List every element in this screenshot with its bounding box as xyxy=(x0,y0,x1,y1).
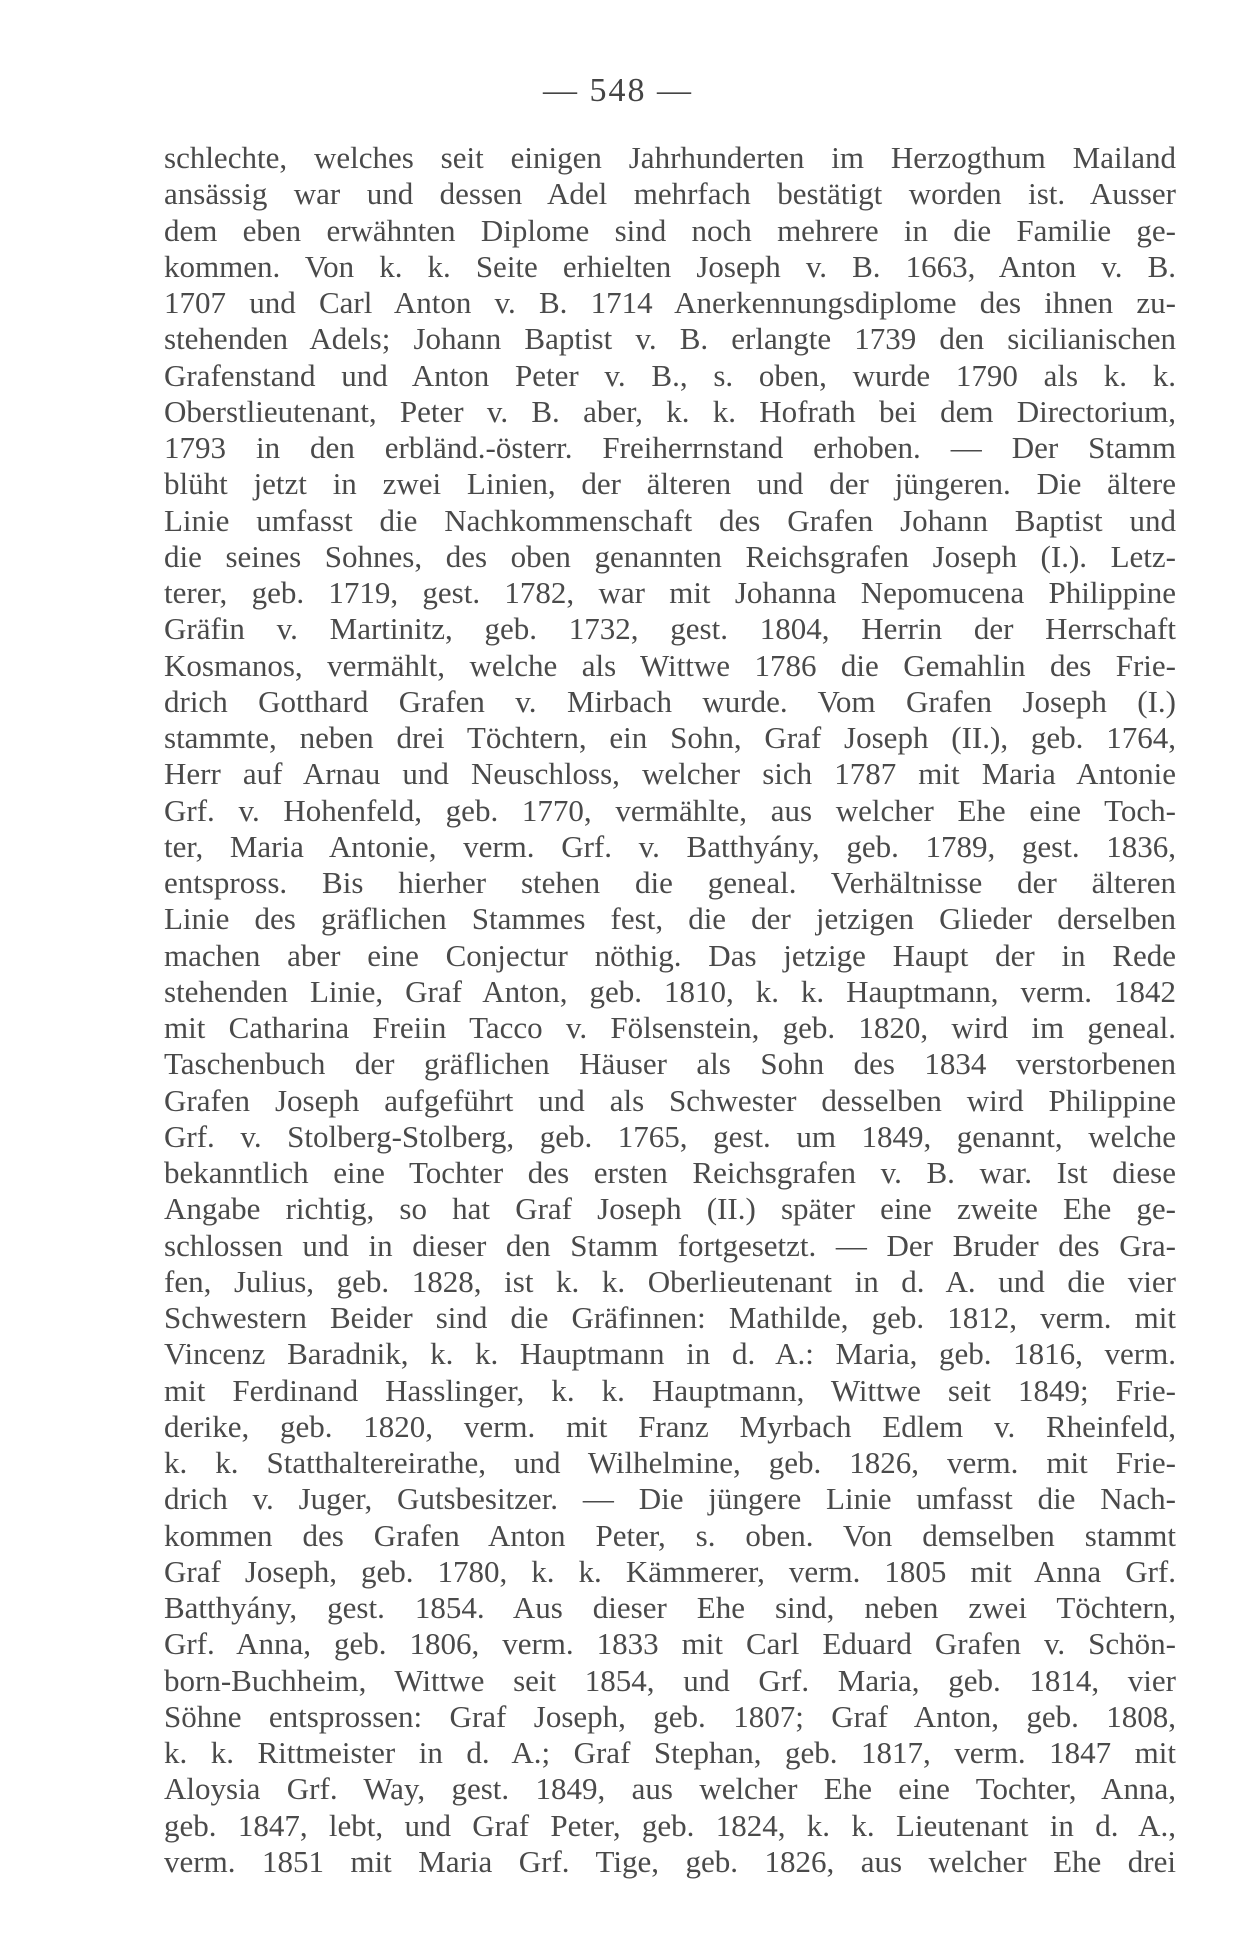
text-line: Grafen Joseph aufgeführt und als Schwester desselben wird Philippine xyxy=(164,1082,1176,1118)
text-line: stehenden Adels; Johann Baptist v. B. erlangte 1739 den sicilianischen xyxy=(164,321,1176,357)
text-line: drich Gotthard Grafen v. Mirbach wurde. Vom Grafen Joseph (I.) xyxy=(164,683,1176,719)
text-line: Grafenstand und Anton Peter v. B., s. oben, wurde 1790 als k. k. xyxy=(164,357,1176,393)
text-line: born-Buchheim, Wittwe seit 1854, und Grf. Maria, geb. 1814, vier xyxy=(164,1662,1176,1698)
text-line: schlossen und in dieser den Stamm fortgesetzt. — Der Bruder des Gra- xyxy=(164,1227,1176,1263)
text-line: Kosmanos, vermählt, welche als Wittwe 1786 die Gemahlin des Frie- xyxy=(164,647,1176,683)
text-line: Grf. Anna, geb. 1806, verm. 1833 mit Carl Eduard Grafen v. Schön- xyxy=(164,1626,1176,1662)
text-line: Schwestern Beider sind die Gräfinnen: Mathilde, geb. 1812, verm. mit xyxy=(164,1300,1176,1335)
text-line: k. k. Statthaltereirathe, und Wilhelmine, geb. 1826, verm. mit Frie- xyxy=(164,1445,1176,1480)
text-line: verm. 1851 mit Maria Grf. Tige, geb. 1826, aus welcher Ehe drei xyxy=(164,1843,1176,1879)
text-line: die seines Sohnes, des oben genannten Reichsgrafen Joseph (I.). Letz- xyxy=(164,538,1176,574)
text-line: kommen des Grafen Anton Peter, s. oben. Von demselben stammt xyxy=(164,1517,1176,1553)
text-line: Oberstlieutenant, Peter v. B. aber, k. k. Hofrath bei dem Directorium, xyxy=(164,393,1176,429)
text-line: 1793 in den erbländ.-österr. Freiherrnstand erhoben. — Der Stamm xyxy=(164,430,1176,465)
text-line: Gräfin v. Martinitz, geb. 1732, gest. 1804, Herrin der Herrschaft xyxy=(164,611,1176,647)
text-line: machen aber eine Conjectur nöthig. Das jetzige Haupt der in Rede xyxy=(164,937,1176,973)
text-line: geb. 1847, lebt, und Graf Peter, geb. 1824, k. k. Lieutenant in d. A., xyxy=(164,1807,1176,1843)
text-line: Linie umfasst die Nachkommenschaft des Grafen Johann Baptist und xyxy=(164,502,1176,538)
text-line: kommen. Von k. k. Seite erhielten Joseph v. B. 1663, Anton v. B. xyxy=(164,248,1176,284)
text-line: fen, Julius, geb. 1828, ist k. k. Oberlieutenant in d. A. und die vier xyxy=(164,1263,1176,1299)
body-text xyxy=(164,140,1176,1880)
text-line: Söhne entsprossen: Graf Joseph, geb. 1807; Graf Anton, geb. 1808, xyxy=(164,1698,1176,1734)
text-line: Herr auf Arnau und Neuschloss, welcher sich 1787 mit Maria Antonie xyxy=(164,756,1176,792)
text-line: bekanntlich eine Tochter des ersten Reichsgrafen v. B. war. Ist diese xyxy=(164,1155,1176,1190)
text-line: stammte, neben drei Töchtern, ein Sohn, Graf Joseph (II.), geb. 1764, xyxy=(164,720,1176,755)
text-line: derike, geb. 1820, verm. mit Franz Myrbach Edlem v. Rheinfeld, xyxy=(164,1408,1176,1444)
page-number: — 548 — xyxy=(543,72,693,109)
text-line: mit Catharina Freiin Tacco v. Fölsenstein, geb. 1820, wird im geneal. xyxy=(164,1010,1176,1045)
text-line: Linie des gräflichen Stammes fest, die der jetzigen Glieder derselben xyxy=(164,901,1176,937)
text-line: 1707 und Carl Anton v. B. 1714 Anerkennungsdiplome des ihnen zu- xyxy=(164,285,1176,320)
text-line: Aloysia Grf. Way, gest. 1849, aus welcher Ehe eine Tochter, Anna, xyxy=(164,1771,1176,1807)
text-line: Grf. v. Stolberg-Stolberg, geb. 1765, gest. um 1849, genannt, welche xyxy=(164,1118,1176,1154)
text-line: ter, Maria Antonie, verm. Grf. v. Batthyány, geb. 1789, gest. 1836, xyxy=(164,828,1176,864)
text-line: stehenden Linie, Graf Anton, geb. 1810, k. k. Hauptmann, verm. 1842 xyxy=(164,973,1176,1009)
text-line: dem eben erwähnten Diplome sind noch mehrere in die Familie ge- xyxy=(164,212,1176,248)
text-line: Grf. v. Hohenfeld, geb. 1770, vermählte, aus welcher Ehe eine Toch- xyxy=(164,792,1176,828)
text-line: k. k. Rittmeister in d. A.; Graf Stephan, geb. 1817, verm. 1847 mit xyxy=(164,1735,1176,1770)
text-line: blüht jetzt in zwei Linien, der älteren und der jüngeren. Die ältere xyxy=(164,466,1176,502)
text-line: entspross. Bis hierher stehen die geneal. Verhältnisse der älteren xyxy=(164,865,1176,900)
text-line: mit Ferdinand Hasslinger, k. k. Hauptmann, Wittwe seit 1849; Frie- xyxy=(164,1372,1176,1408)
text-line: ansässig war und dessen Adel mehrfach bestätigt worden ist. Ausser xyxy=(164,176,1176,212)
text-line: Vincenz Baradnik, k. k. Hauptmann in d. A.: Maria, geb. 1816, verm. xyxy=(164,1336,1176,1372)
text-line: schlechte, welches seit einigen Jahrhunderten im Herzogthum Mailand xyxy=(164,140,1176,175)
text-line: terer, geb. 1719, gest. 1782, war mit Johanna Nepomucena Philippine xyxy=(164,575,1176,610)
text-line: drich v. Juger, Gutsbesitzer. — Die jüngere Linie umfasst die Nach- xyxy=(164,1481,1176,1517)
text-line: Angabe richtig, so hat Graf Joseph (II.) später eine zweite Ehe ge- xyxy=(164,1191,1176,1227)
text-line: Taschenbuch der gräflichen Häuser als Sohn des 1834 verstorbenen xyxy=(164,1046,1176,1082)
text-line: Graf Joseph, geb. 1780, k. k. Kämmerer, verm. 1805 mit Anna Grf. xyxy=(164,1553,1176,1589)
text-line: Batthyány, gest. 1854. Aus dieser Ehe sind, neben zwei Töchtern, xyxy=(164,1590,1176,1625)
